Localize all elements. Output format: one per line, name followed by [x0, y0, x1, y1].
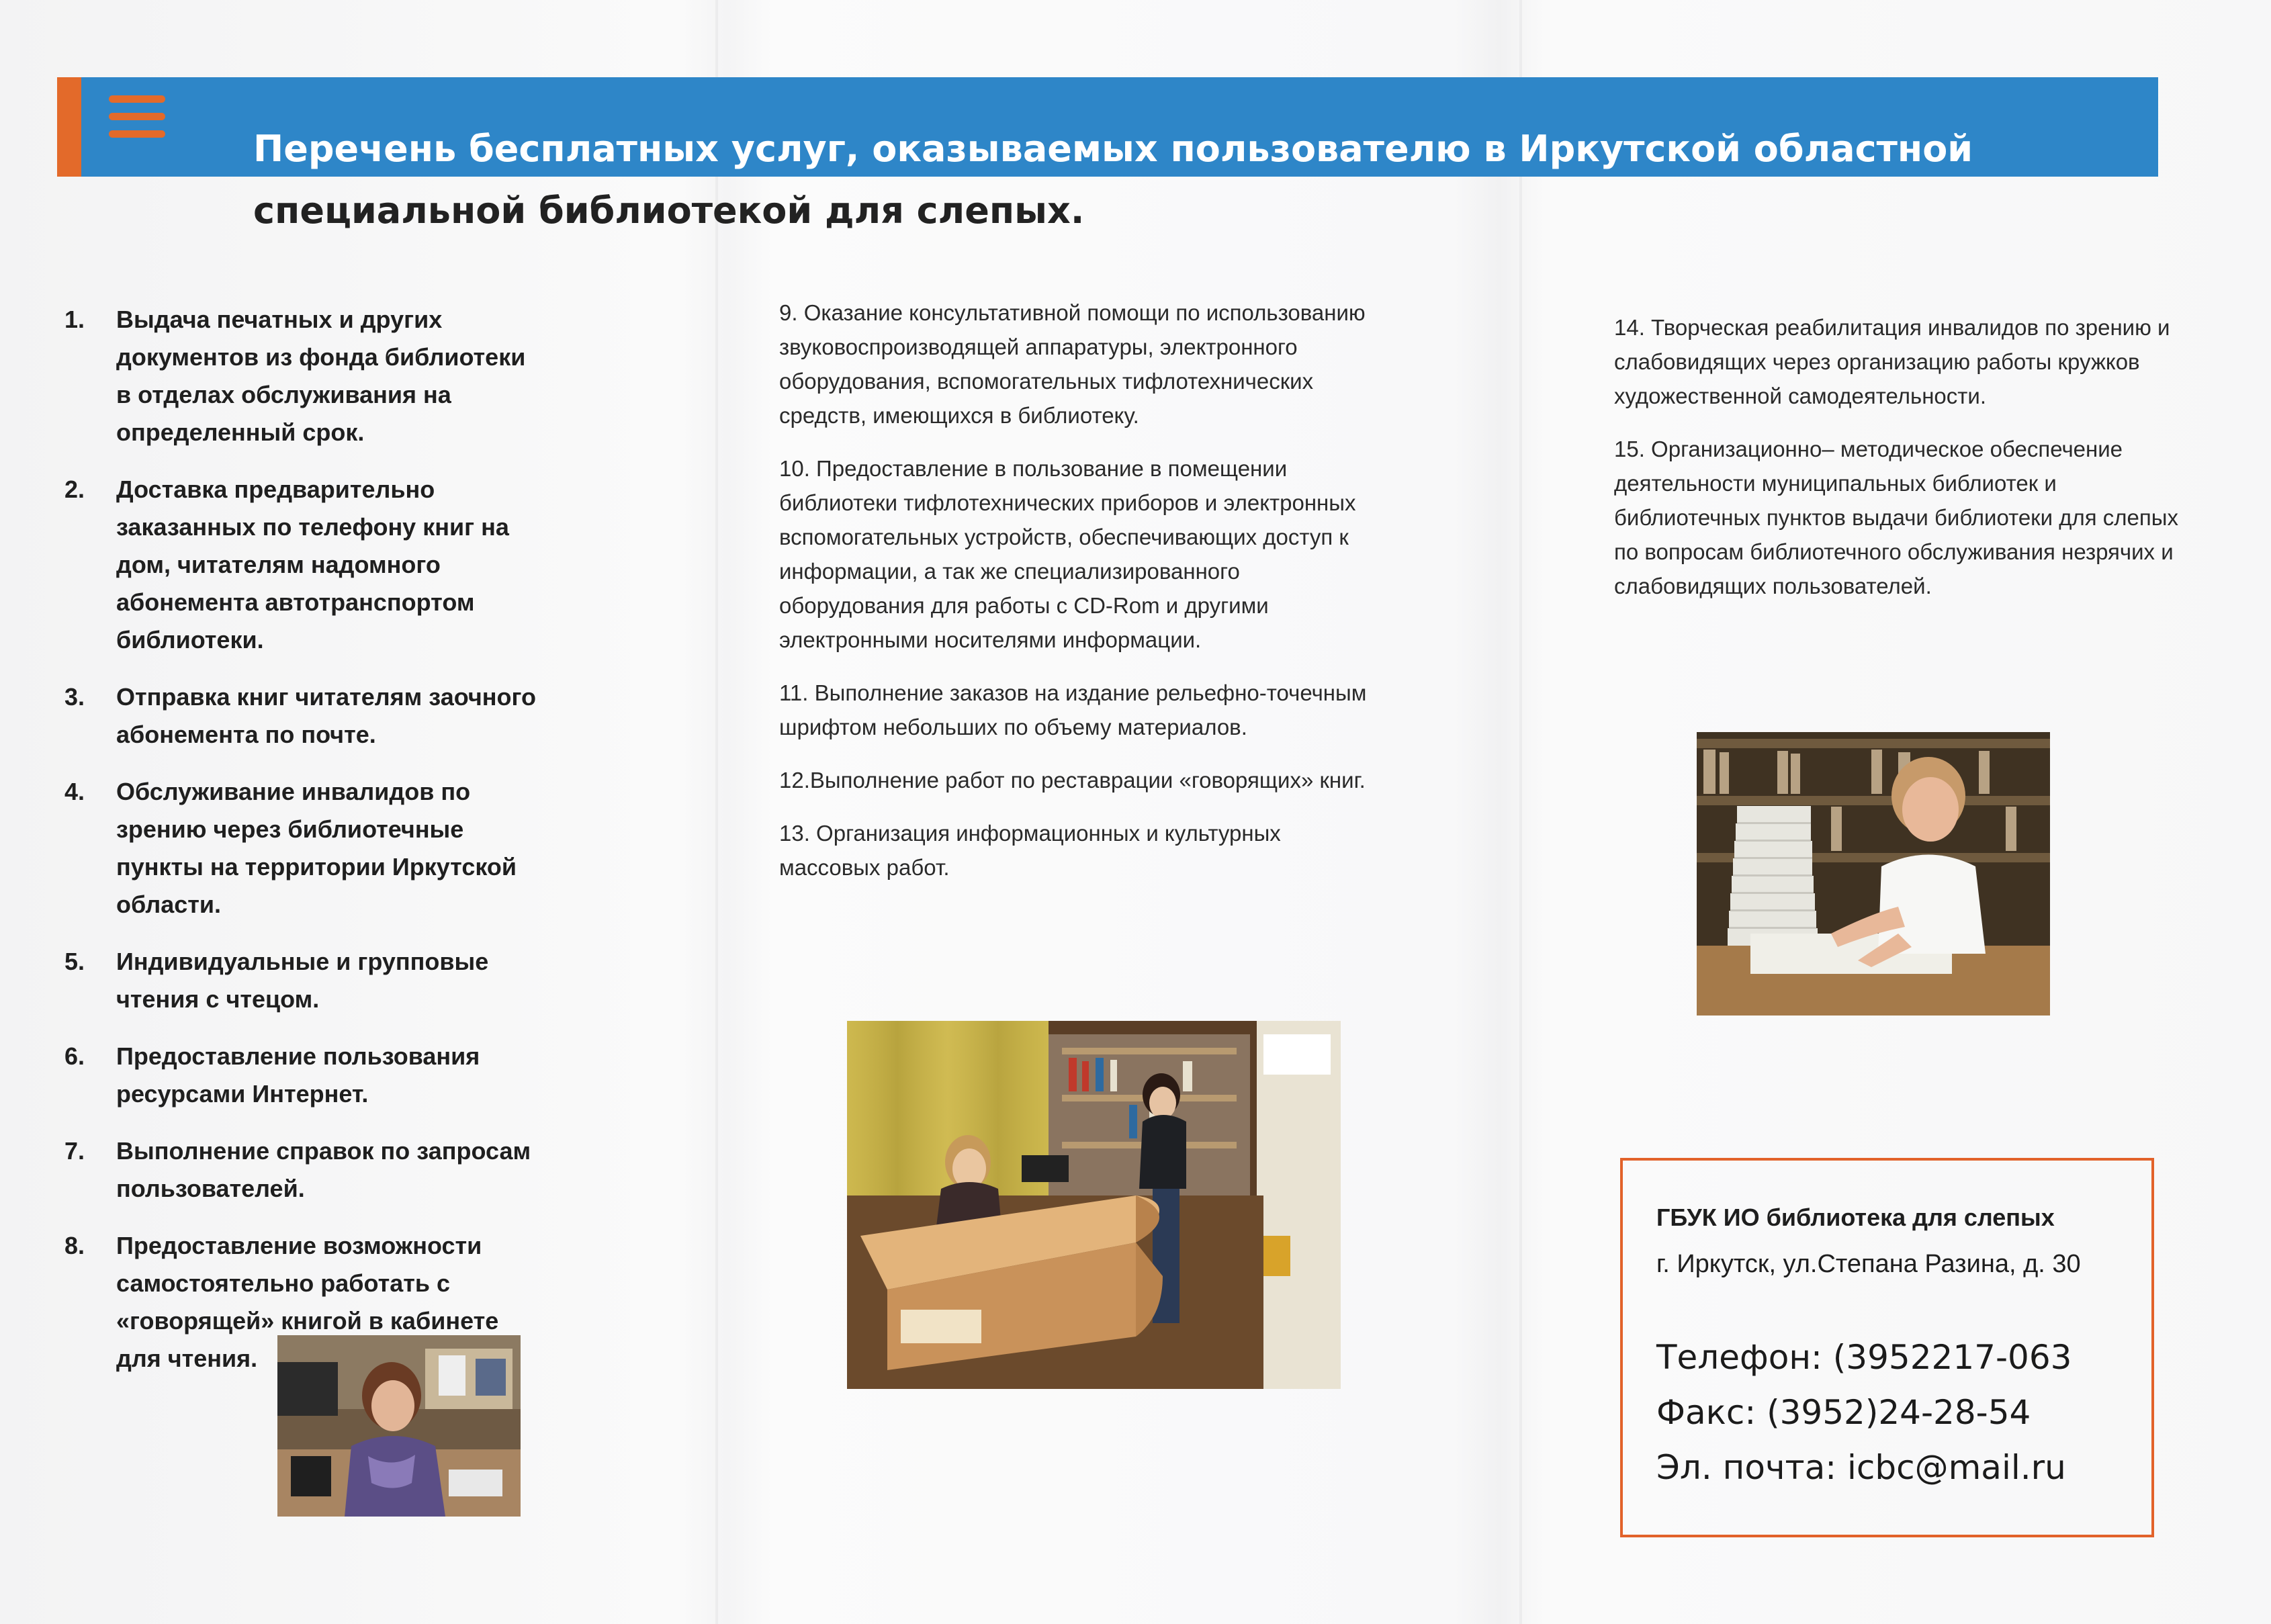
service-paragraph: 9. Оказание консультативной помощи по использованию звуковоспроизводящей аппаратуры, электронного оборудования, вспомогательных тифлотехнических средств, имеющихся в библиотеку.	[779, 300, 1366, 428]
list-item: 7. Выполнение справок по запросам пользователей.	[64, 1137, 531, 1202]
contact-phone: Телефон: (3952217-063	[1656, 1338, 2072, 1377]
page-title	[253, 118, 2134, 242]
services-list-right	[1614, 310, 2205, 622]
title-line-1: Перечень бесплатных услуг, оказываемых пользователю в Иркутской областной	[253, 128, 1973, 170]
contact-box	[1620, 1158, 2154, 1537]
list-item: 4. Обслуживание инвалидов по зрению через библиотечные пункты на территории Иркутской области.	[64, 778, 517, 918]
list-item: 3. Отправка книг читателям заочного абонемента по почте.	[64, 683, 536, 748]
fold-line	[715, 0, 718, 1624]
contact-address: г. Иркутск, ул.Степана Разина, д. 30	[1656, 1250, 2081, 1278]
list-item: 6. Предоставление пользования ресурсами Интернет.	[64, 1042, 480, 1108]
service-paragraph: 11. Выполнение заказов на издание рельефно-точечным шрифтом небольших по объему материалов.	[779, 680, 1367, 739]
library-photo	[847, 1021, 1341, 1389]
contact-fax: Факс: (3952)24-28-54	[1656, 1393, 2031, 1432]
fold-line	[1519, 0, 1522, 1624]
contact-organization: ГБУК ИО библиотека для слепых	[1656, 1204, 2055, 1231]
office-photo	[277, 1335, 521, 1517]
menu-icon	[109, 94, 165, 142]
service-paragraph: 14. Творческая реабилитация инвалидов по зрению и слабовидящих через организацию работы кружков художественной самодеятельности.	[1614, 315, 2170, 408]
service-paragraph: 12.Выполнение работ по реставрации «говорящих» книг.	[779, 768, 1366, 793]
list-item: 5. Индивидуальные и групповые чтения с чтецом.	[64, 948, 489, 1013]
service-paragraph: 10. Предоставление в пользование в помещении библиотеки тифлотехнических приборов и электронных вспомогательных устройств, обеспечивающих доступ к информации, а так же специализированного оборудования для работы с CD-Rom и другими электронными носителями информации.	[779, 456, 1356, 652]
service-paragraph: 13. Организация информационных и культурных массовых работ.	[779, 821, 1281, 880]
services-list-bold	[60, 301, 544, 1397]
list-item: 1. Выдача печатных и других документов из фонда библиотеки в отделах обслуживания на определенный срок.	[64, 306, 526, 446]
service-paragraph: 15. Организационно– методическое обеспечение деятельности муниципальных библиотек и библиотечных пунктов выдачи библиотеки для слепых по вопросам библиотечного обслуживания незрячих и слабовидящих пользователей.	[1614, 437, 2178, 598]
reader-photo	[1697, 732, 2050, 1016]
list-item: 8. Предоставление возможности самостоятельно работать с «говорящей» книгой в кабинете для чтения.	[64, 1232, 499, 1372]
title-line-2: специальной библиотекой для слепых.	[253, 189, 1085, 232]
list-item: 2. Доставка предварительно заказанных по телефону книг на дом, читателям надомного абонемента автотранспортом библиотеки.	[64, 476, 509, 653]
services-list-middle	[779, 296, 1384, 903]
header-accent	[57, 77, 81, 177]
contact-email[interactable]: Эл. почта: icbc@mail.ru	[1656, 1448, 2066, 1487]
